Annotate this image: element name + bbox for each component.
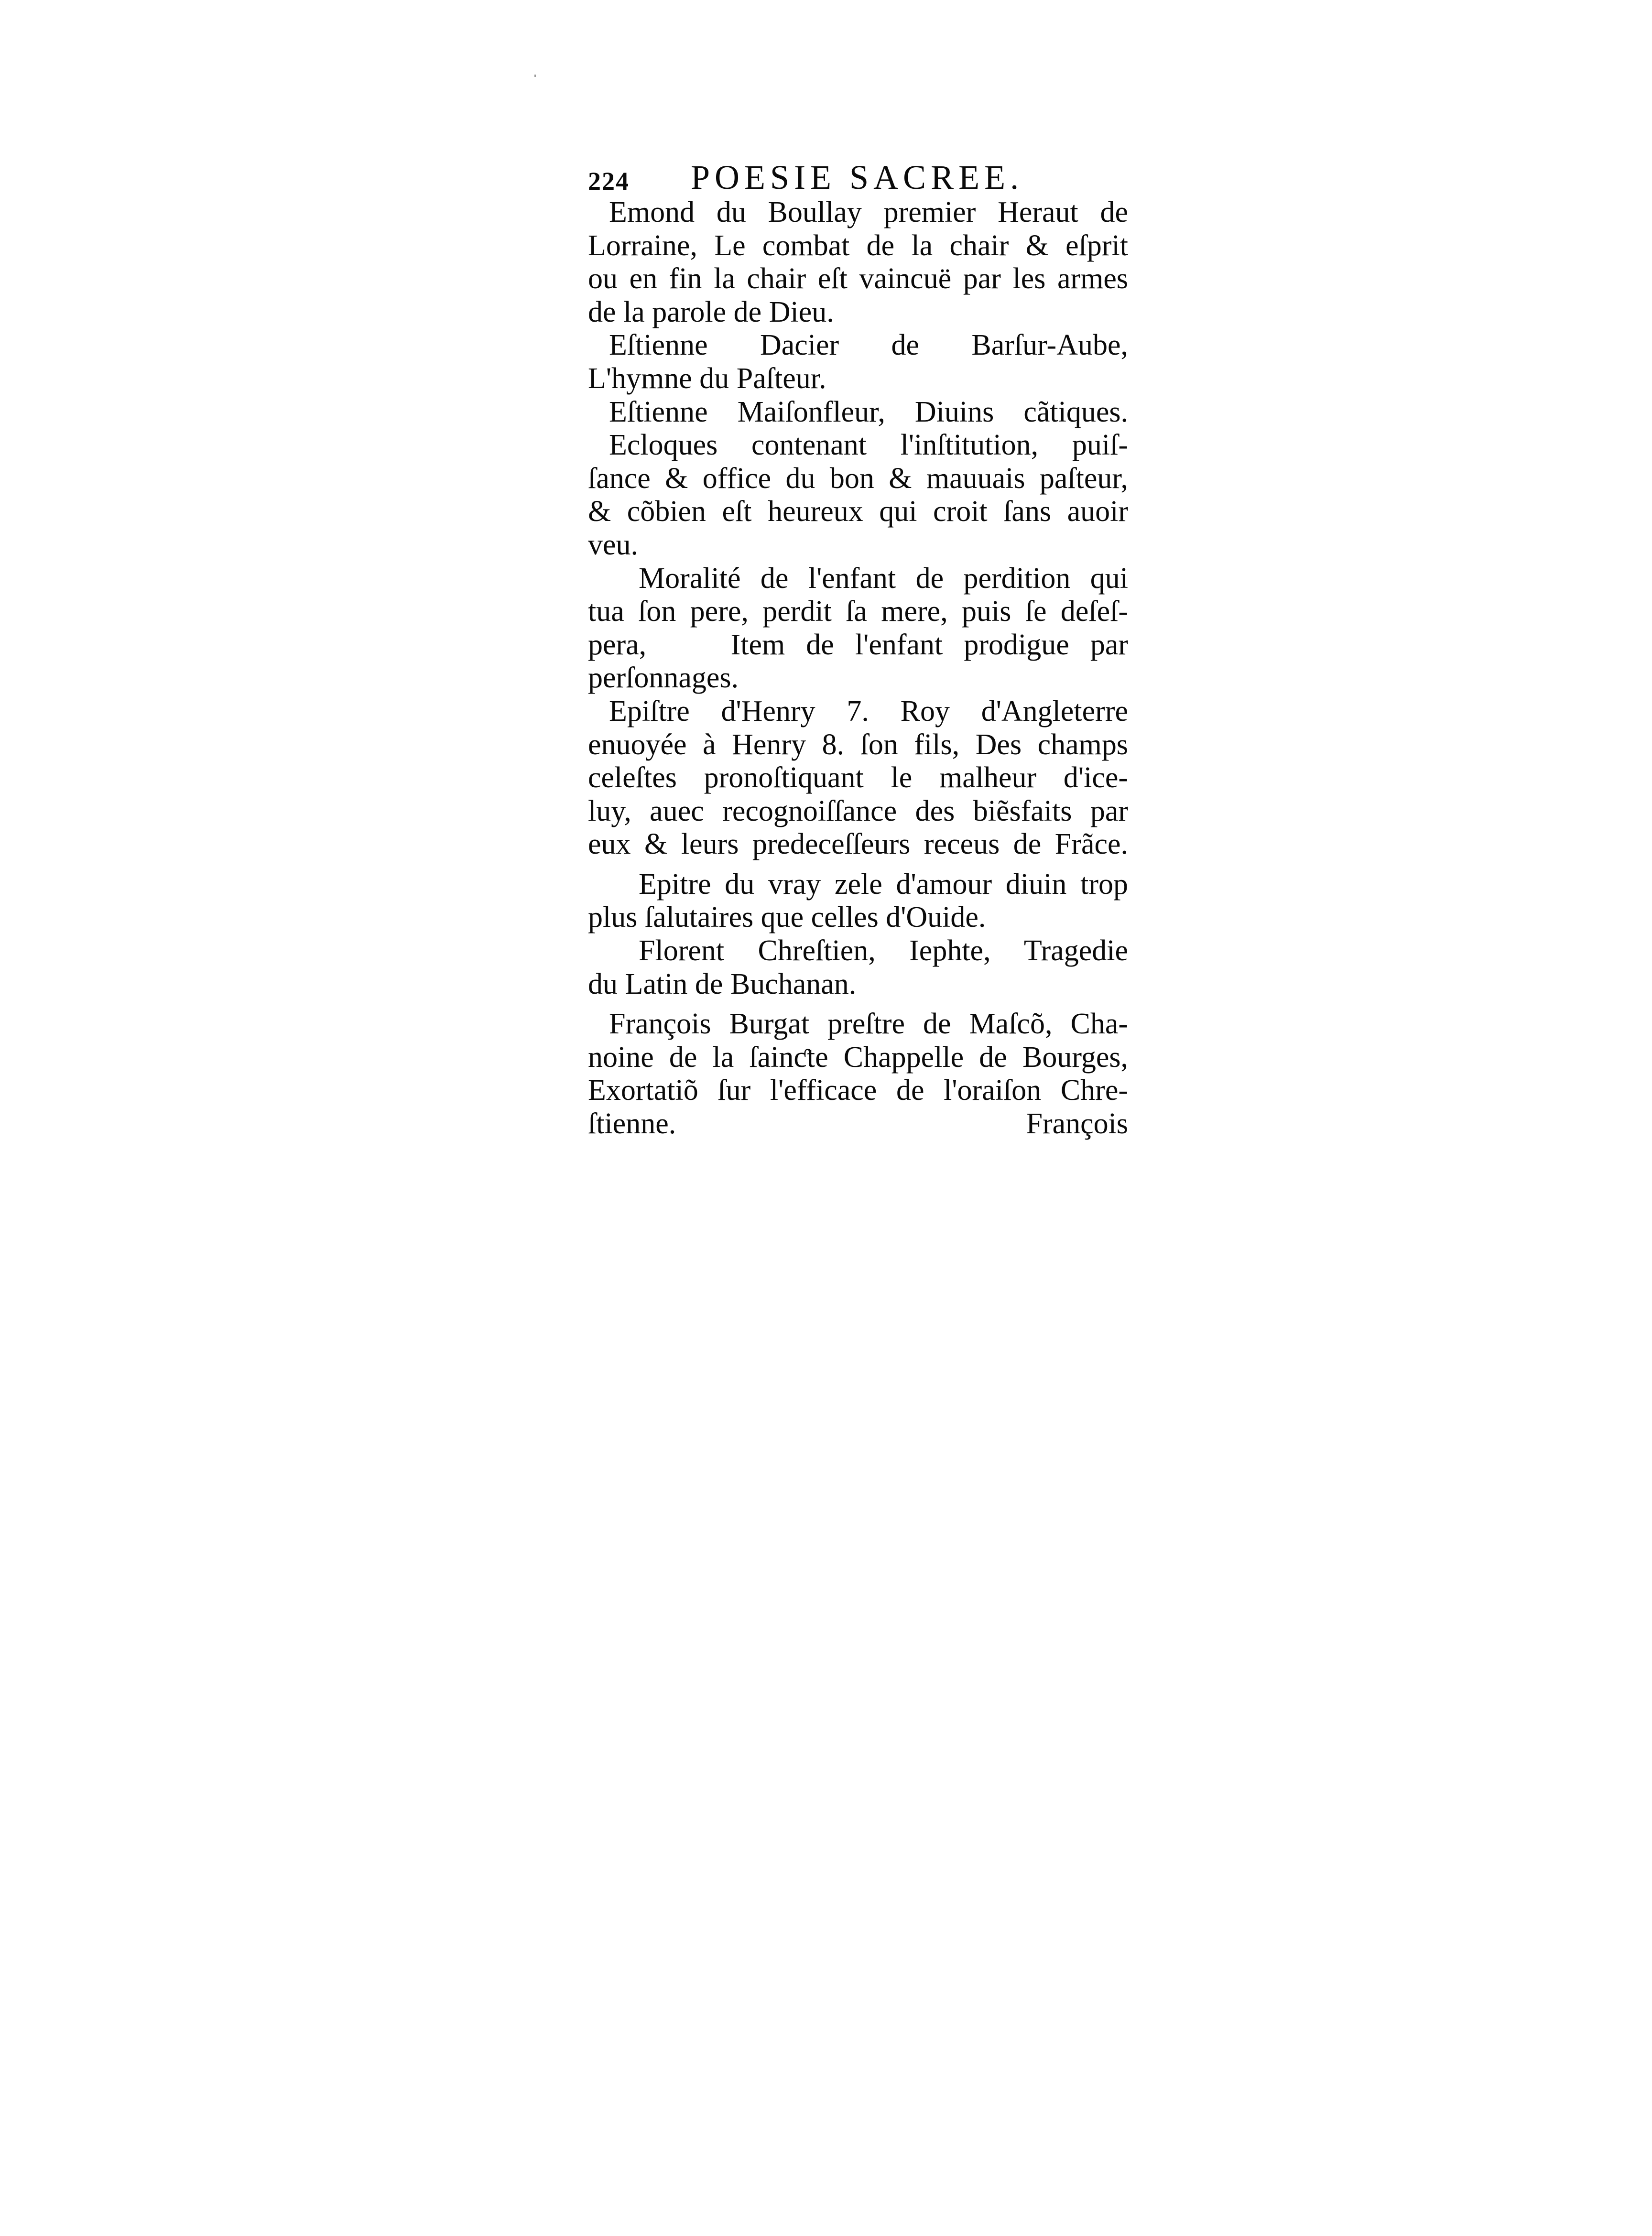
entry-moralite	[588, 562, 1128, 695]
entry-line: & cõbien eſt heureux qui croit ſans auoir	[588, 495, 1128, 528]
entry-epitre-vray-zele	[588, 868, 1128, 934]
final-line-text: ſtienne.	[588, 1107, 676, 1140]
margin-speck	[534, 75, 536, 77]
entry-line: Emond du Boullay premier Heraut de	[609, 196, 1128, 228]
entry-line: eux & leurs predeceſſeurs receus de Frãce.	[588, 828, 1128, 861]
entry-line: Ecloques contenant l'inſtitution, puiſ-	[609, 429, 1128, 462]
entry-line: enuoyée à Henry 8. ſon fils, Des champs	[588, 728, 1128, 761]
entry-line: noine de la ſainƈte Chappelle de Bourges,	[588, 1041, 1128, 1074]
spacer	[588, 1001, 1128, 1008]
entry-line: Epitre du vray zele d'amour diuin trop	[639, 868, 1128, 901]
spacer	[588, 861, 1128, 868]
entry-line: pera, Item de l'enfant prodigue par	[588, 628, 1128, 661]
entry-line: Exortatiõ ſur l'efficace de l'oraiſon Chre-	[588, 1074, 1128, 1107]
entry-epistre-henry	[588, 695, 1128, 861]
running-title: POESIE SACREE.	[691, 158, 1024, 196]
entry-line: Epiſtre d'Henry 7. Roy d'Angleterre	[609, 695, 1128, 727]
entry-line: veu.	[588, 528, 639, 561]
entry-line: perſonnages.	[588, 662, 739, 695]
entry-florent-chrestien	[588, 934, 1128, 1001]
entry-line: Florent Chreſtien, Iephte, Tragedie	[639, 934, 1128, 967]
entry-line: Eſtienne Dacier de Barſur-Aube,	[609, 329, 1128, 362]
entry-line: Moralité de l'enfant de perdition qui	[639, 562, 1128, 595]
entry-line: Eſtienne Maiſonfleur, Diuins cãtiques.	[609, 395, 1128, 428]
entry-estienne-dacier	[588, 329, 1128, 395]
entry-line: ou en fin la chair eſt vaincuë par les armes	[588, 262, 1128, 295]
entry-ecloques	[588, 429, 1128, 562]
final-line	[588, 1107, 1128, 1141]
entry-line: François Burgat preſtre de Maſcõ, Cha-	[609, 1008, 1128, 1041]
page-number: 224	[588, 167, 630, 195]
entry-francois-burgat	[588, 1008, 1128, 1107]
entry-line: Lorraine, Le combat de la chair & eſprit	[588, 229, 1128, 262]
entry-line: tua ſon pere, perdit ſa mere, puis ſe deſeſ-	[588, 595, 1128, 628]
text-block	[588, 158, 1128, 1141]
entry-line: du Latin de Buchanan.	[588, 967, 857, 1000]
entry-line: plus ſalutaires que celles d'Ouide.	[588, 901, 986, 934]
entry-line: ſance & office du bon & mauuais paſteur,	[588, 462, 1128, 495]
page-header	[588, 158, 1128, 196]
entry-estienne-maisonfleur	[588, 396, 1128, 429]
entry-line: L'hymne du Paſteur.	[588, 362, 826, 395]
entry-line: celeſtes pronoſtiquant le malheur d'ice-	[588, 761, 1128, 794]
entry-line: luy, auec recognoiſſance des biẽsfaits par	[588, 794, 1128, 827]
entry-line: de la parole de Dieu.	[588, 295, 834, 328]
entry-emond-du-boullay	[588, 196, 1128, 329]
catchword: François	[1026, 1107, 1128, 1140]
